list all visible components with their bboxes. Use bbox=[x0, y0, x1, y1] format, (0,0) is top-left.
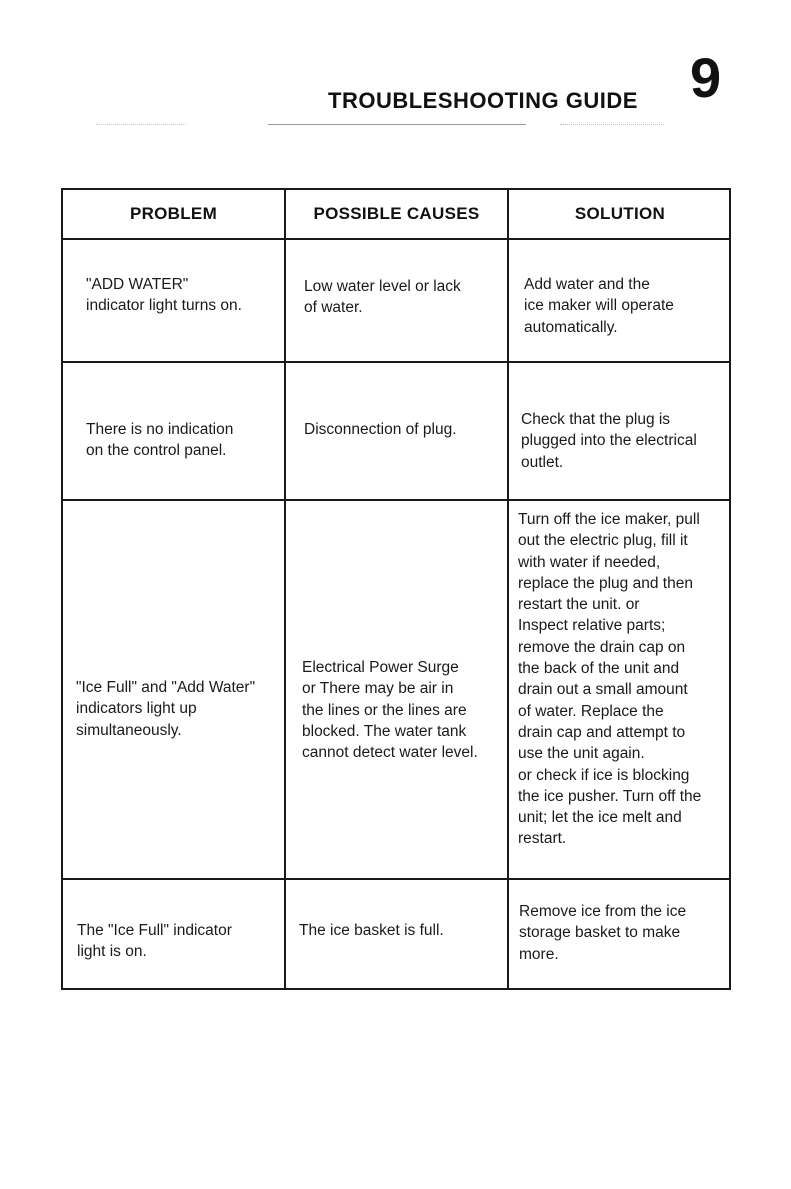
row-1-cause: Low water level or lack of water. bbox=[304, 278, 461, 317]
header-rule bbox=[268, 124, 526, 125]
column-header-solution: SOLUTION bbox=[574, 204, 666, 223]
row-2-cause: Disconnection of plug. bbox=[304, 421, 457, 438]
column-divider-2 bbox=[507, 190, 509, 988]
row-2-solution: Check that the plug is plugged into the electrical outlet. bbox=[521, 411, 697, 471]
page-number: 9 bbox=[690, 46, 722, 109]
header-rule-right bbox=[560, 124, 664, 125]
row-4-problem: The "Ice Full" indicator light is on. bbox=[77, 922, 232, 961]
page-title: TROUBLESHOOTING GUIDE bbox=[328, 88, 638, 113]
row-3-solution: Turn off the ice maker, pull out the electric plug, fill it with water if needed, replace the plug and then restart the unit. or Inspect relative parts; remove the drain cap on the back of the unit and drain out a small amount of water. Replace the drain cap and attempt to use the unit again. or check if ice is blocking the ice pusher. Turn off the unit; let the ice melt and restart. bbox=[518, 511, 702, 848]
row-4-cause: The ice basket is full. bbox=[299, 922, 444, 939]
row-1-solution: Add water and the ice maker will operate automatically. bbox=[524, 276, 674, 336]
column-header-problem: PROBLEM bbox=[129, 204, 218, 223]
row-divider-2 bbox=[63, 499, 729, 501]
header-rule-left bbox=[96, 124, 186, 125]
row-divider-3 bbox=[63, 878, 729, 880]
row-1-problem: "ADD WATER" indicator light turns on. bbox=[86, 276, 242, 315]
row-3-cause: Electrical Power Surge or There may be air in the lines or the lines are blocked. The water tank cannot detect water level. bbox=[302, 659, 478, 762]
row-4-solution: Remove ice from the ice storage basket to make more. bbox=[519, 903, 687, 963]
troubleshooting-table bbox=[61, 188, 731, 990]
row-2-problem: There is no indication on the control panel. bbox=[86, 421, 234, 460]
row-3-problem: "Ice Full" and "Add Water" indicators light up simultaneously. bbox=[76, 679, 256, 739]
column-header-possible-causes: POSSIBLE CAUSES bbox=[313, 204, 480, 223]
row-divider-1 bbox=[63, 361, 729, 363]
header-row-divider bbox=[63, 238, 729, 240]
column-divider-1 bbox=[284, 190, 286, 988]
